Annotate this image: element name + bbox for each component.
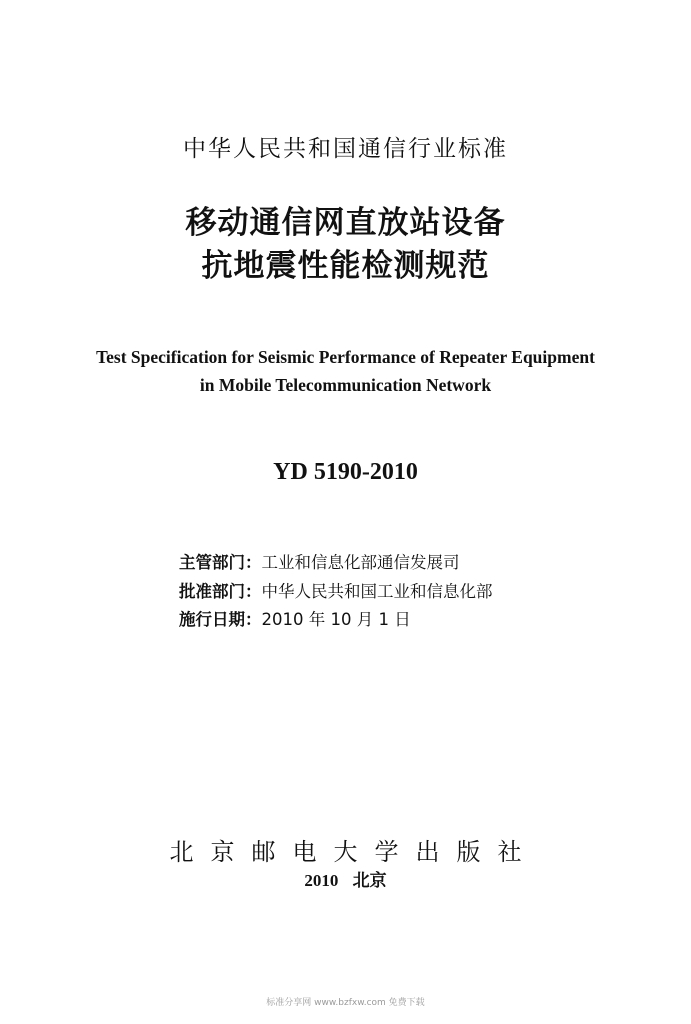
competent-department-value: 工业和信息化部通信发展司: [261, 553, 460, 572]
standard-number: YD 5190-2010: [273, 459, 418, 485]
competent-department-label: 主管部门：: [179, 553, 262, 572]
watermark-text: 标准分享网 www.bzfxw.com 免费下载: [266, 998, 425, 1008]
competent-department-row: [179, 549, 460, 573]
effective-date-label: 施行日期：: [179, 610, 262, 629]
title-chinese-line2: 抗地震性能检测规范: [201, 248, 490, 284]
publication-year-place: 2010 北京: [304, 871, 387, 890]
title-chinese-line1: 移动通信网直放站设备: [185, 205, 506, 241]
effective-date-row: [179, 606, 411, 630]
publisher-name: 北京邮电大学出版社: [169, 838, 539, 866]
approval-department-label: 批准部门：: [179, 582, 262, 601]
industry-standard-heading: 中华人民共和国通信行业标准: [183, 136, 508, 162]
title-english-line1: Test Specification for Seismic Performance of Repeater Equipment: [96, 347, 595, 367]
approval-department-value: 中华人民共和国工业和信息化部: [261, 582, 493, 601]
approval-department-row: [179, 578, 493, 602]
effective-date-value: 2010 年 10 月 1 日: [261, 610, 411, 629]
title-english-line2: in Mobile Telecommunication Network: [199, 375, 492, 395]
